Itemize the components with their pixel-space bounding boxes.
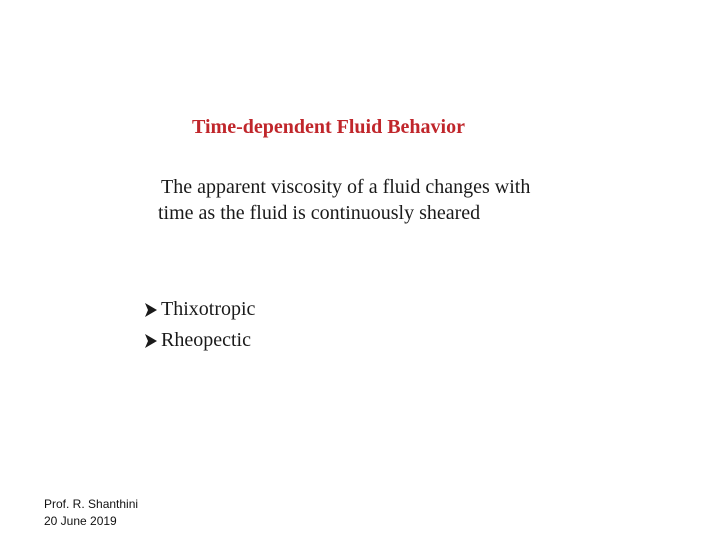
slide-footer [44,496,138,530]
footer-date: 20 June 2019 [44,514,117,528]
bullet-item-thixotropic [142,294,255,325]
body-line-1: The apparent viscosity of a fluid changes with [161,176,531,198]
arrow-bullet-icon [142,332,160,350]
bullet-label: Thixotropic [161,298,256,320]
slide-body-text [158,174,578,226]
footer-author: Prof. R. Shanthini [44,497,139,511]
bullet-list [142,294,255,356]
slide-title: Time-dependent Fluid Behavior [192,116,465,138]
body-line-2: time as the fluid is continuously sheared [158,202,481,224]
arrow-bullet-icon [142,301,160,319]
bullet-label: Rheopectic [161,329,251,351]
bullet-item-rheopectic [142,325,255,356]
